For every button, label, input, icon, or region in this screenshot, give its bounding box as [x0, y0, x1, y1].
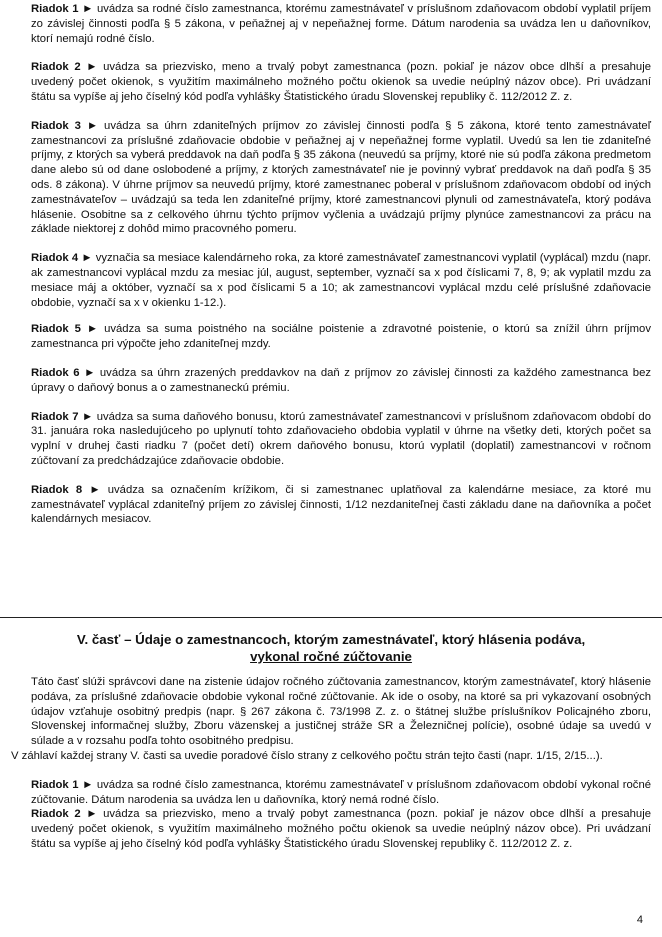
- row-text: uvádza sa priezvisko, meno a trvalý pobyt zamestnanca (pozn. pokiaľ je názov obce dlhší a presahuje uvedený počet okienok, s využitím maximálneho možného počtu okienok sa uvedie neúplný názov obce). Pri uvádzaní štátu sa vypíše aj jeho číselný kód podľa vyhlášky Štatistického úradu Slovenskej republiky č. 112/2012 Z. z.: [31, 808, 651, 850]
- row-label: Riadok 3 ►: [31, 119, 99, 132]
- part4-row-2: [11, 60, 651, 104]
- part4-instructions: [11, 2, 651, 527]
- row-text: uvádza sa suma poistného na sociálne poistenie a zdravotné poistenie, o ktorú sa znížil úhrn príjmov zamestnanca pri výpočte jeho zdaniteľnej mzdy.: [31, 323, 651, 351]
- page-number: 4: [636, 914, 643, 926]
- row-label: Riadok 6 ►: [31, 366, 96, 379]
- part5-section: [11, 631, 651, 852]
- part5-subtitle: vykonal ročné zúčtovanie: [250, 649, 412, 664]
- part5-row-2: [11, 807, 651, 851]
- row-label: Riadok 1 ►: [31, 3, 94, 15]
- part4-row-5: [11, 322, 651, 352]
- row-label: Riadok 1 ►: [31, 778, 94, 791]
- part5-row-1: [11, 778, 651, 808]
- part5-intro: Táto časť slúži správcovi dane na zistenie údajov ročného zúčtovania zamestnancov, ktorým zamestnávateľ, ktorý hlásenie podáva, za príslušné zdaňovacie obdobie vykonal ročné zúčtovanie. Ak ide o osoby, na ktoré sa pri vykazovaní osobných údajov vzťahuje osobitný predpis (napr. § 267 zákona č. 73/1998 Z. z. o štátnej službe príslušníkov Policajného zboru, Slovenskej informačnej služby, Zboru väzenskej a justičnej stráže SR a Železničnej polície), osobné údaje sa uvedú v súlade a v rozsahu podľa tohto osobitného predpisu.: [31, 676, 651, 748]
- part4-row-1: [11, 2, 651, 46]
- part5-note: V záhlaví každej strany V. časti sa uvedie poradové číslo strany z celkového počtu strán tejto časti (napr. 1/15, 2/15...).: [11, 749, 603, 762]
- row-label: Riadok 2 ►: [31, 808, 98, 821]
- row-label: Riadok 2 ►: [31, 61, 98, 74]
- part5-title: V. časť – Údaje o zamestnancoch, ktorým zamestnávateľ, ktorý hlásenia podáva,: [76, 632, 586, 647]
- part4-row-7: [11, 410, 651, 469]
- row-text: uvádza sa úhrn zrazených preddavkov na daň z príjmov zo závislej činnosti za každého zamestnanca bez úpravy o daňový bonus a o zamestnaneckú prémiu.: [31, 366, 652, 394]
- section-divider: [0, 617, 662, 618]
- part4-row-6: [11, 366, 651, 396]
- row-text: uvádza sa suma daňového bonusu, ktorú zamestnávateľ zamestnancovi v príslušnom zdaňovacom období do 31. januára roka nasledujúceho po uplynutí tohto zdaňovacieho obdobia vyplatil v úhrne na všetky deti, ktorých počet sa vyplní v druhej časti riadku 7 (počet detí) okrem daňového bonusu, ktorú vyplatil (doplatil) zamestnancovi v ročnom zúčtovaní za predchádzajúce zdaňovacie obdobie.: [31, 410, 651, 467]
- part4-row-8: [11, 483, 651, 527]
- row-label: Riadok 5 ►: [31, 323, 99, 336]
- row-text: uvádza sa rodné číslo zamestnanca, ktorému zamestnávateľ v príslušnom zdaňovacom období vyplatil príjem zo závislej činnosti podľa § 5 zákona, v peňažnej aj v nepeňažnej forme. Dátum narodenia sa uvádza len u daňovníkov, ktorí nemajú rodné číslo.: [31, 3, 651, 45]
- row-label: Riadok 8 ►: [31, 483, 101, 496]
- part4-row-3: [11, 119, 651, 237]
- row-text: uvádza sa úhrn zdaniteľných príjmov zo závislej činnosti podľa § 5 zákona, ktoré tento zamestnávateľ zamestnancovi za príslušné zdaňovacie obdobie v peňažnej aj v nepeňažnej forme vyplatil. Uvedú sa len tie zdaniteľné príjmy, z ktorých sa vyberá preddavok na daň podľa § 35 zákona (neuvedú sa príjmy, ktoré nie sú podľa zákona predmetom dane alebo sú od dane oslobodené a príjmy, z ktorých zamestnávateľ nie je povinný vybrať preddavok na daň podľa § 35 ods. 8 zákona). V úhrne príjmov sa neuvedú príjmy, ktoré zamestnanec poberal v príslušnom zdaňovacom období od iných zamestnávateľov – uvádzajú sa teda len zdaniteľné príjmy, ktoré zamestnancovi plynuli od zamestnávateľa, ktorý podáva hlásenie. Osobitne sa z celkového úhrnu týchto príjmov vyčlenia a uvádzajú príjmy plynúce zamestnancovi za prácu na základe niektorej z dohôd mimo pracovného pomeru.: [31, 119, 651, 236]
- row-text: uvádza sa označením krížikom, či si zamestnanec uplatňoval za kalendárne mesiace, za ktoré mu zamestnávateľ vyplácal zdaniteľný príjem zo závislej činnosti, 1/12 nezdaniteľnej časti základu dane na daňovníka a počet kalendárnych mesiacov.: [31, 483, 651, 526]
- row-text: vyznačia sa mesiace kalendárneho roka, za ktoré zamestnávateľ zamestnancovi vyplatil (vyplácal) mzdu (napr. ak zamestnancovi vyplácal mzdu za mesiac júl, august, september, vyznačí sa x pod číslicami 7, 8, 9; ak vyplatil mzdu za mesiace máj a október, vyznačí sa x pod číslicami 5 a 10; ak zamestnancovi vyplácal mzdu celé príslušné zdaňovacie obdobie, vyznačí sa x v okienku 1-12.).: [31, 252, 652, 309]
- row-label: Riadok 7 ►: [31, 410, 94, 423]
- row-text: uvádza sa priezvisko, meno a trvalý pobyt zamestnanca (pozn. pokiaľ je názov obce dlhší a presahuje uvedený počet okienok, s využitím maximálneho možného počtu okienok sa uvedie neúplný názov obce). Pri uvádzaní štátu sa vypíše aj jeho číselný kód podľa vyhlášky Štatistického úradu Slovenskej republiky č. 112/2012 Z. z.: [31, 61, 651, 103]
- row-label: Riadok 4 ►: [31, 252, 93, 265]
- part4-row-4: [11, 251, 651, 310]
- row-text: uvádza sa rodné číslo zamestnanca, ktorému zamestnávateľ v príslušnom zdaňovacom období vykonal ročné zúčtovanie. Dátum narodenia sa uvádza len u daňovníka, ktorý nemá rodné číslo.: [31, 778, 652, 806]
